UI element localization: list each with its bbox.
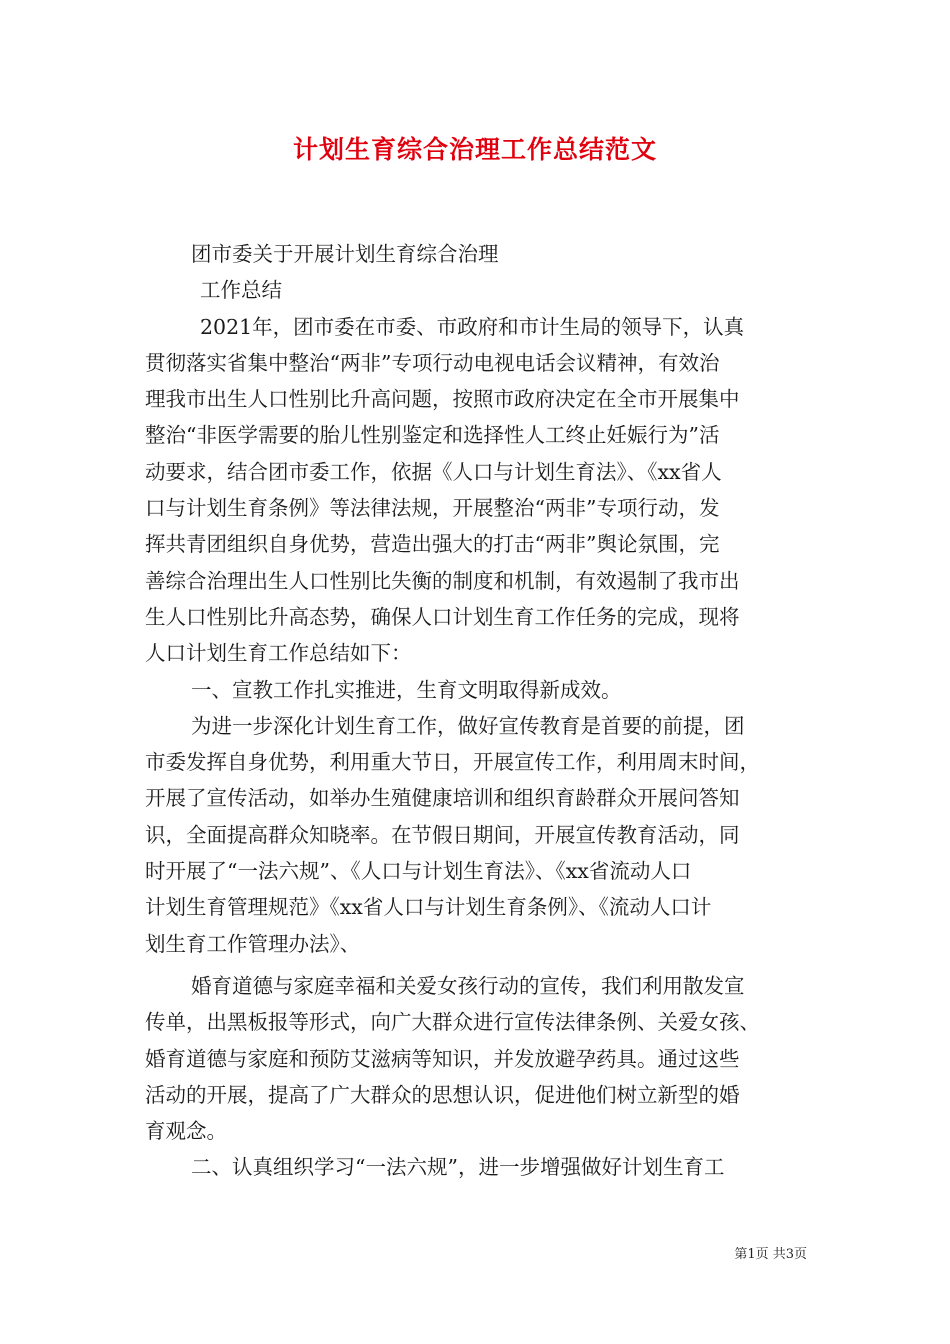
- body-line: 传单，出黑板报等形式，向广大群众进行宣传法律条例、关爱女孩、: [145, 1010, 760, 1035]
- body-line: 育观念。: [145, 1119, 227, 1144]
- body-line: 2021年，团市委在市委、市政府和市计生局的领导下，认真: [200, 314, 745, 339]
- document-body: [145, 236, 810, 1186]
- body-line: 婚育道德与家庭幸福和关爱女孩行动的宣传，我们利用散发宣: [191, 973, 745, 998]
- page-number: 第1页 共3页: [734, 1247, 807, 1262]
- body-line: 时开展了“一法六规”、《人口与计划生育法》、《xx省流动人口: [145, 859, 692, 884]
- document-title: 计划生育综合治理工作总结范文: [292, 135, 657, 164]
- body-line: 口与计划生育条例》等法律法规，开展整治“两非”专项行动，发: [145, 496, 720, 521]
- body-line: 开展了宣传活动，如举办生殖健康培训和组织育龄群众开展问答知: [145, 786, 740, 811]
- body-line: 市委发挥自身优势，利用重大节日，开展宣传工作，利用周末时间，: [145, 750, 760, 775]
- body-line: 动要求，结合团市委工作，依据《人口与计划生育法》、《xx省人: [145, 459, 722, 484]
- body-line: 计划生育管理规范》《xx省人口与计划生育条例》、《流动人口计: [145, 895, 712, 920]
- body-line: 识，全面提高群众知晓率。在节假日期间，开展宣传教育活动，同: [145, 822, 740, 847]
- body-line: 划生育工作管理办法》、: [145, 931, 361, 956]
- body-line: 贯彻落实省集中整治“两非”专项行动电视电话会议精神，有效治: [145, 350, 720, 375]
- body-line: 整治“非医学需要的胎儿性别鉴定和选择性人工终止妊娠行为”活: [145, 423, 720, 448]
- section-heading: 一、宣教工作扎实推进，生育文明取得新成效。: [191, 677, 622, 702]
- section-heading: 二、认真组织学习“一法六规”，进一步增强做好计划生育工: [191, 1155, 725, 1180]
- body-line: 生人口性别比升高态势，确保人口计划生育工作任务的完成，现将: [145, 604, 740, 629]
- body-line: 理我市出生人口性别比升高问题，按照市政府决定在全市开展集中: [145, 387, 740, 412]
- body-line: 为进一步深化计划生育工作，做好宣传教育是首要的前提，团: [191, 713, 745, 738]
- body-line: 善综合治理出生人口性别比失衡的制度和机制，有效遏制了我市出: [145, 568, 740, 593]
- body-line: 活动的开展，提高了广大群众的思想认识，促进他们树立新型的婚: [145, 1082, 740, 1107]
- body-line: 团市委关于开展计划生育综合治理: [191, 242, 499, 266]
- body-line: 人口计划生育工作总结如下：: [145, 641, 412, 666]
- body-line: 婚育道德与家庭和预防艾滋病等知识，并发放避孕药具。通过这些: [145, 1046, 740, 1071]
- body-line: 挥共青团组织自身优势，营造出强大的打击“两非”舆论氛围，完: [145, 532, 720, 557]
- body-line: 工作总结: [200, 278, 282, 303]
